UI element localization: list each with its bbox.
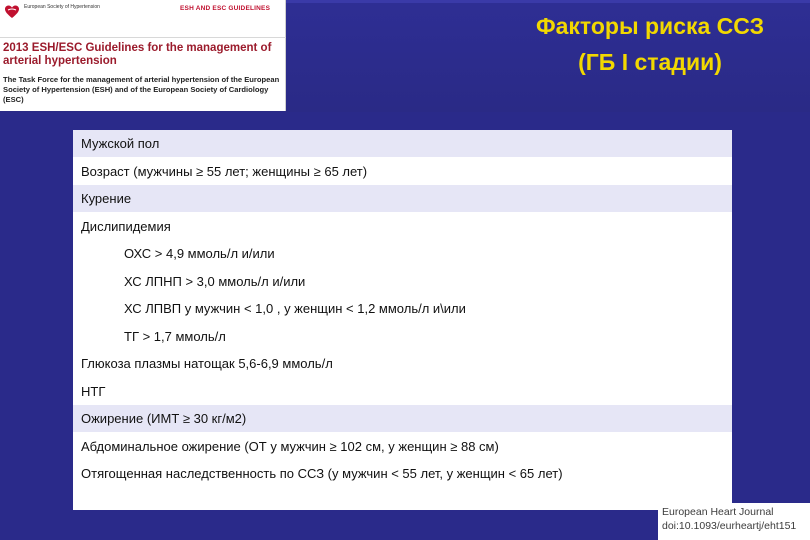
table-row: Мужской пол (73, 130, 732, 158)
slide-title (500, 8, 800, 80)
table-row: Глюкоза плазмы натощак 5,6-6,9 ммоль/л (73, 350, 732, 378)
guidelines-label: ESH AND ESC GUIDELINES (180, 5, 271, 12)
guideline-cover (0, 0, 286, 111)
society-text: European Society of Hypertension (24, 4, 100, 10)
journal-name: European Heart Journal (662, 506, 774, 518)
table-row: Курение (73, 185, 732, 213)
slide-title-line-1: Факторы риска ССЗ (535, 13, 765, 39)
table-row: ХС ЛПВП у мужчин < 1,0 , у женщин < 1,2 ммоль/л и\или (73, 295, 732, 323)
heart-logo-icon (4, 4, 20, 20)
slide-title-line-2: (ГБ I стадии) (578, 49, 722, 75)
table-row: ХС ЛПНП > 3,0 ммоль/л и/или (73, 268, 732, 296)
table-row: Возраст (мужчины ≥ 55 лет; женщины ≥ 65 лет) (73, 158, 732, 186)
table-row: Абдоминальное ожирение (ОТ у мужчин ≥ 102 см, у женщин ≥ 88 см) (73, 433, 732, 461)
table-row: Дислипидемия (73, 213, 732, 241)
cover-title: 2013 ESH/ESC Guidelines for the management of arterial hypertension (3, 42, 272, 67)
risk-factors-table (73, 130, 732, 510)
table-row: Ожирение (ИМТ ≥ 30 кг/м2) (73, 405, 732, 433)
table-row: НТГ (73, 378, 732, 406)
table-row: Отягощенная наследственность по ССЗ (у мужчин < 55 лет, у женщин < 65 лет) (73, 460, 732, 488)
table-row: ОХС > 4,9 ммоль/л и/или (73, 240, 732, 268)
journal-doi: doi:10.1093/eurheartj/eht151 (662, 520, 797, 532)
cover-divider (0, 37, 286, 38)
table-row: ТГ > 1,7 ммоль/л (73, 323, 732, 351)
journal-citation (658, 503, 810, 540)
cover-subtitle: The Task Force for the management of arterial hypertension of the European Society of Hypertension (ESH) and of the European Society of Cardiology (ESC) (3, 75, 280, 104)
